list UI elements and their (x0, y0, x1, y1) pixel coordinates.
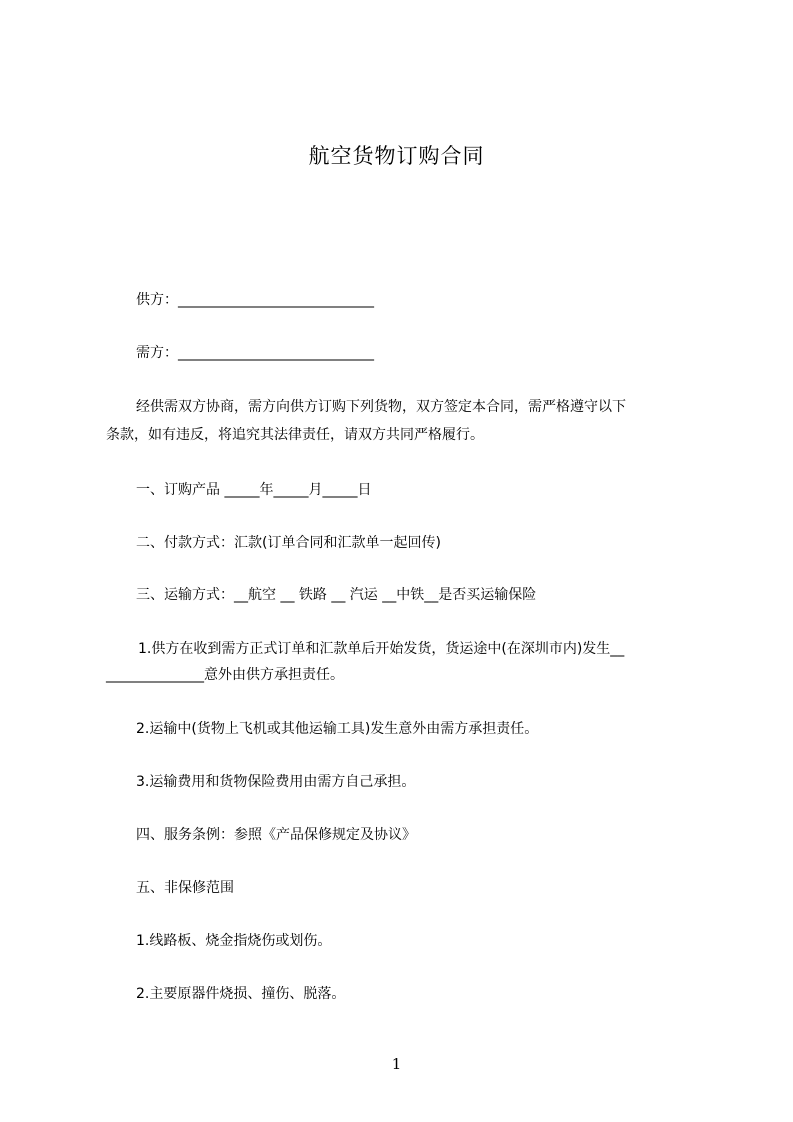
clause-3-transport: 三、运输方式：__航空 __ 铁路 __ 汽运 __中铁__是否买运输保险 (136, 587, 537, 603)
page-number: 1 (391, 1055, 402, 1073)
clause-5-non-warranty: 五、非保修范围 (136, 880, 234, 896)
transport-item-2: 2.运输中(货物上飞机或其他运输工具)发生意外由需方承担责任。 (136, 721, 539, 737)
preamble-line-2: 条款，如有违反，将追究其法律责任，请双方共同严格履行。 (106, 427, 484, 443)
non-warranty-item-2: 2.主要原器件烧损、撞伤、脱落。 (136, 986, 346, 1002)
transport-item-1-line-1: 1.供方在收到需方正式订单和汇款单后开始发货，货运途中(在深圳市内)发生__ (138, 641, 625, 657)
transport-item-3: 3.运输费用和货物保险费用由需方自己承担。 (136, 774, 416, 790)
buyer-line: 需方：____________________________ (136, 345, 374, 361)
clause-1-product: 一、订购产品 _____年_____月_____日 (136, 482, 372, 498)
document-title: 航空货物订购合同 (308, 144, 485, 168)
preamble-line-1: 经供需双方协商，需方向供方订购下列货物，双方签定本合同，需严格遵守以下 (136, 399, 626, 415)
supplier-line: 供方：____________________________ (136, 292, 374, 308)
non-warranty-item-1: 1.线路板、烧金指烧伤或划伤。 (136, 933, 332, 949)
clause-4-service: 四、服务条例：参照《产品保修规定及协议》 (136, 827, 416, 843)
transport-item-1-line-2: ______________意外由供方承担责任。 (106, 667, 344, 683)
clause-2-payment: 二、付款方式：汇款(订单合同和汇款单一起回传) (136, 535, 441, 551)
